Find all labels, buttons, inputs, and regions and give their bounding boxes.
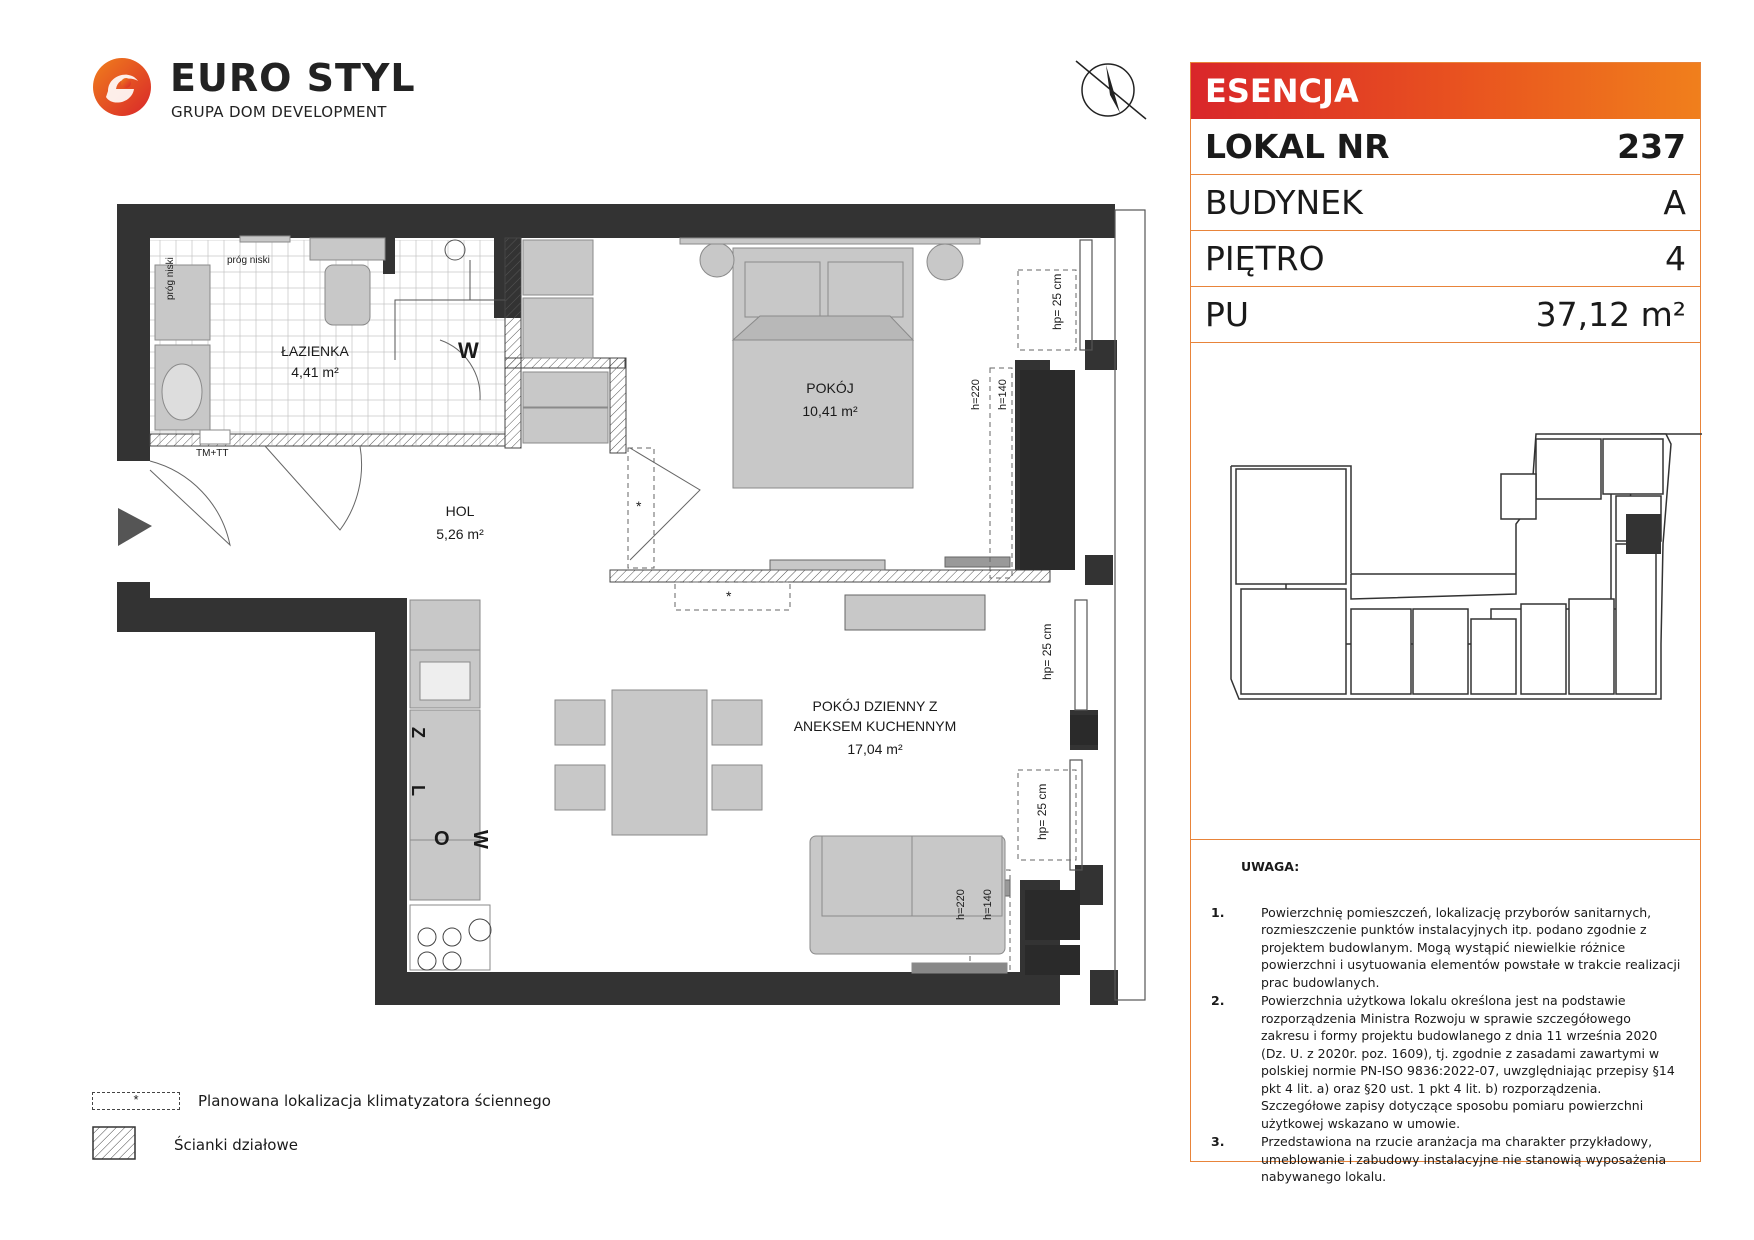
note-item: [1211, 904, 1681, 992]
sill-height-label: hp= 25 cm: [1040, 623, 1054, 680]
note-item: [1211, 1133, 1681, 1186]
ac-legend-symbol: [92, 1092, 180, 1110]
threshold-label: próg niski: [227, 255, 270, 266]
room-name-living-1: POKÓJ DZIENNY Z: [812, 698, 938, 714]
ac-legend-label: Planowana lokalizacja klimatyzatora ściennego: [198, 1092, 551, 1110]
room-area-bedroom: 10,41 m²: [802, 403, 858, 419]
note-item: [1211, 992, 1681, 1132]
water-mark-label: W: [468, 830, 491, 849]
note-text: Powierzchnię pomieszczeń, lokalizację przyborów sanitarnych, rozmieszczenie punktów instalacyjnych itp. podano zgodnie z projektem budowlanym. Mogą wystąpić niewielkie różnice powierzchni i usytuowania elementów powstałe w trakcie realizacji prac budowlanych.: [1261, 904, 1681, 990]
sill-height-label: hp= 25 cm: [1050, 273, 1064, 330]
ac-star-label: *: [726, 588, 732, 604]
brand-logo-icon: [90, 55, 154, 119]
entrance-arrow-icon: [118, 508, 152, 546]
info-value: 237: [1617, 127, 1686, 166]
info-key: PU: [1205, 295, 1250, 334]
info-key: LOKAL NR: [1205, 127, 1390, 166]
bed: [680, 238, 980, 488]
site-plan-box: [1191, 344, 1700, 840]
room-name-bedroom: POKÓJ: [806, 380, 854, 396]
info-key: PIĘTRO: [1205, 239, 1325, 278]
note-text: Powierzchnia użytkowa lokalu określona jest na podstawie rozporządzenia Ministra Rozwoju w sprawie szczegółowego zakresu i formy projektu budowlanego z dnia 11 września 2020 (Dz. U. z 2020r. poz. 1609), tj. zgodnie z zasadami zawartymi w polskiej normie PN-ISO 9836:2022-07, uwzględniając przepisy §14 pkt 4 lit. a) oraz §20 ust. 1 pkt 4 lit. b) rozporządzenia. Szczegółowe zapisy dotyczące sposobu pomiaru powierzchni użytkowej wskazano w umowie.: [1261, 993, 1675, 1131]
water-mark-label: W: [458, 338, 479, 363]
wardrobe: [523, 240, 608, 443]
compass-icon: [1070, 55, 1150, 125]
note-number: 1.: [1211, 904, 1225, 920]
height-label: h=220: [970, 379, 982, 410]
room-area-living: 17,04 m²: [847, 741, 903, 757]
info-value: A: [1663, 183, 1686, 222]
info-key: BUDYNEK: [1205, 183, 1363, 222]
info-row-floor: [1191, 231, 1700, 287]
note-number: 2.: [1211, 993, 1225, 1008]
brand-name: EURO STYL: [170, 56, 416, 100]
sofa: [810, 836, 1007, 973]
room-name-bathroom: ŁAZIENKA: [281, 343, 349, 359]
height-label: h=140: [982, 889, 994, 920]
info-row-unit: [1191, 119, 1700, 175]
room-area-hall: 5,26 m²: [436, 526, 484, 542]
ac-star-label: *: [636, 498, 642, 514]
note-text: Przedstawiona na rzucie aranżacja ma charakter przykładowy, umeblowanie i zabudowy instalacyjne nie stanowią wyposażenia nabywanego lokalu.: [1261, 1134, 1667, 1184]
note-number: 3.: [1211, 1134, 1225, 1149]
dining-table: [555, 690, 762, 835]
room-area-bathroom: 4,41 m²: [291, 364, 339, 380]
kitchen-mark-label: Z: [408, 727, 428, 738]
height-label: h=220: [955, 889, 967, 920]
info-value: 37,12 m²: [1535, 295, 1686, 334]
site-plan-highlight: [1626, 514, 1661, 554]
meter-label: TM+TT: [196, 448, 229, 459]
info-value: 4: [1665, 239, 1686, 278]
notes-title: UWAGA:: [1241, 859, 1300, 874]
site-plan-map: [1191, 344, 1702, 839]
room-name-living-2: ANEKSEM KUCHENNYM: [793, 718, 957, 734]
sill-height-label: hp= 25 cm: [1035, 783, 1049, 840]
notes-section: [1211, 858, 1681, 1187]
partition-legend-swatch: [92, 1126, 136, 1160]
info-row-area: [1191, 287, 1700, 343]
kitchen-mark-label: L: [408, 785, 428, 796]
project-name: ESENCJA: [1191, 63, 1700, 119]
outlet-mark-label: O: [434, 828, 450, 850]
partition-legend-label: Ścianki działowe: [174, 1136, 298, 1154]
info-panel: [1190, 62, 1701, 1184]
room-name-hall: HOL: [445, 503, 475, 519]
threshold-label-rotated: próg niski: [165, 257, 176, 300]
height-label: h=140: [997, 379, 1009, 410]
brand-subtitle: GRUPA DOM DEVELOPMENT: [171, 103, 387, 121]
ac-legend-star: *: [133, 1092, 139, 1107]
floor-plan: [100, 195, 1180, 1015]
info-row-building: [1191, 175, 1700, 231]
